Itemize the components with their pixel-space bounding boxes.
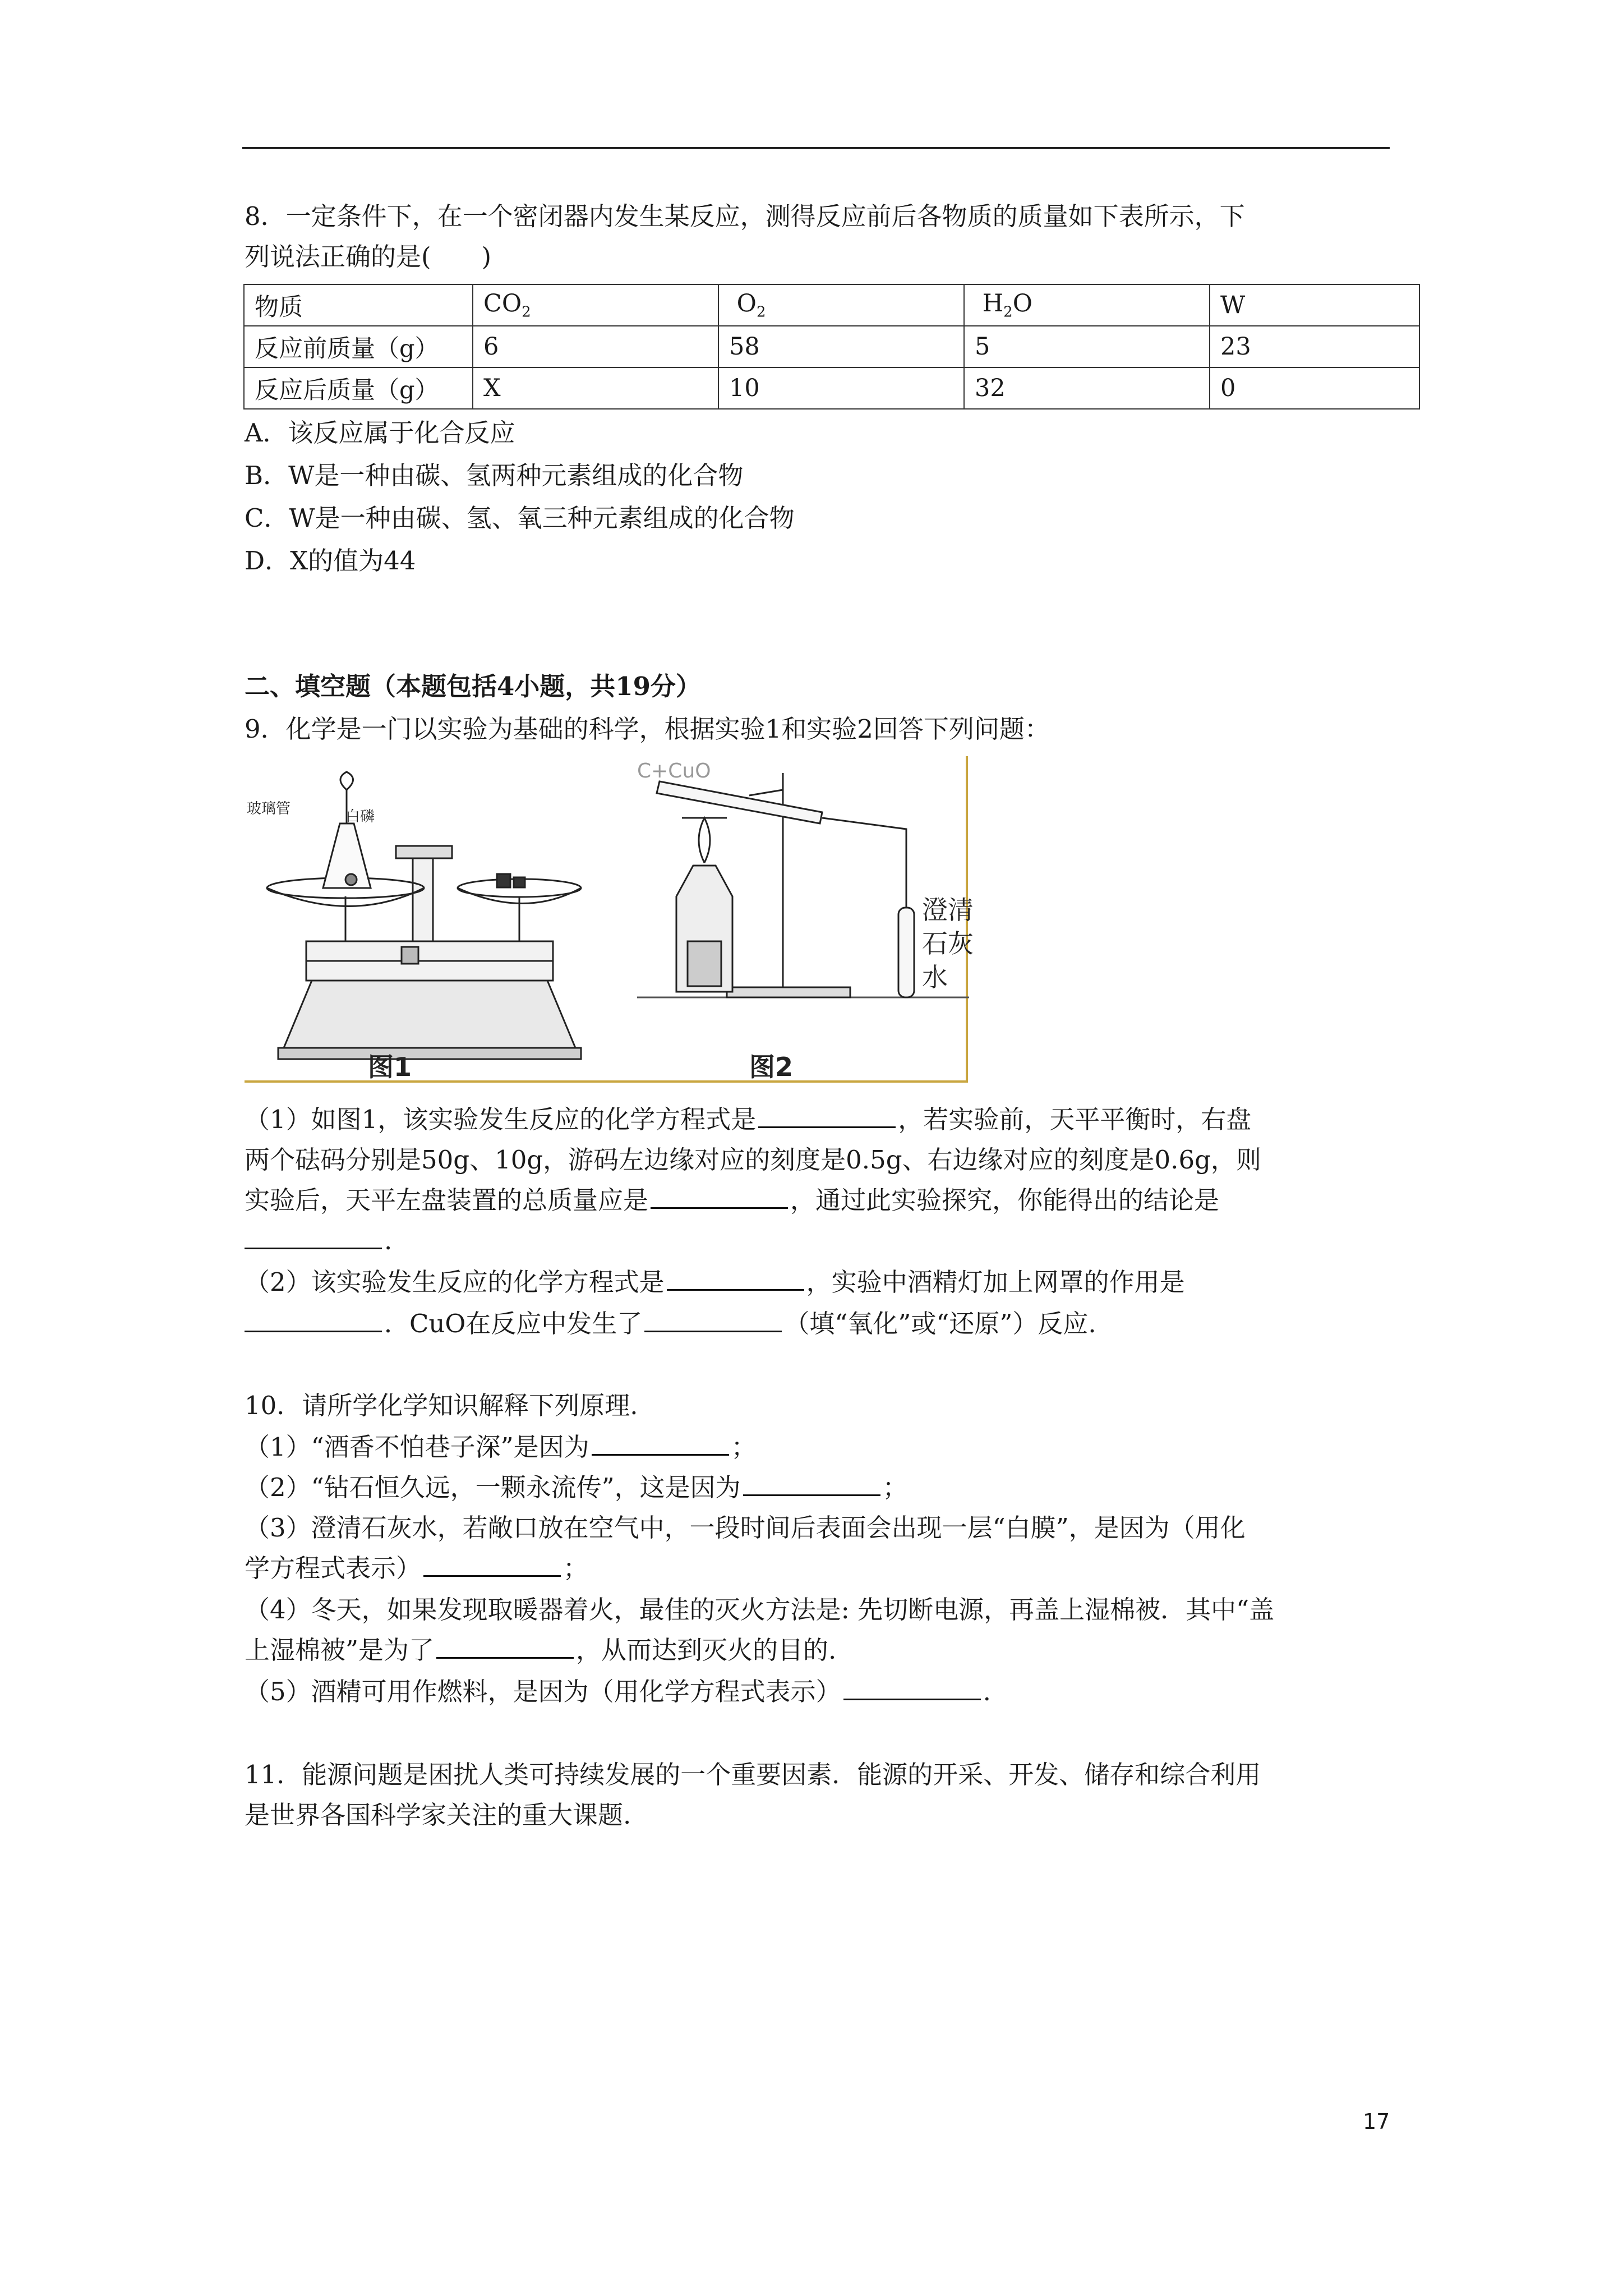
answer-blank[interactable] bbox=[423, 1553, 561, 1577]
table-cell: 6 bbox=[473, 326, 718, 367]
q8-mass-table bbox=[243, 284, 1420, 409]
q10-item-1: （1）“酒香不怕巷子深”是因为 ； bbox=[245, 1432, 757, 1462]
q8-option-c: C．W是一种由碳、氢、氧三种元素组成的化合物 bbox=[245, 503, 795, 533]
q8-stem-line1: 8．一定条件下，在一个密闭器内发生某反应，测得反应前后各物质的质量如下表所示，下 bbox=[245, 201, 1245, 231]
q8-stem-line2: 列说法正确的是( ) bbox=[245, 242, 492, 272]
q10-item-4-line1: （4）冬天，如果发现取暖器着火，最佳的灭火方法是: 先切断电源，再盖上湿棉被．其中“盖 bbox=[245, 1595, 1275, 1625]
table-row bbox=[244, 326, 1419, 367]
q9-p1-line2: 两个砝码分别是50g、10g，游码左边缘对应的刻度是0.5g、右边缘对应的刻度是0.6g，则 bbox=[245, 1145, 1261, 1175]
table-cell: 10 bbox=[718, 367, 964, 409]
section2-title: 二、填空题（本题包括4小题，共19分） bbox=[245, 671, 701, 701]
q8-option-b: B．W是一种由碳、氢两种元素组成的化合物 bbox=[245, 461, 744, 490]
q8-option-a: A．该反应属于化合反应 bbox=[245, 418, 515, 448]
q11-line2: 是世界各国科学家关注的重大课题. bbox=[245, 1800, 631, 1830]
q9-p2-line1: （2）该实验发生反应的化学方程式是 ，实验中酒精灯加上网罩的作用是 bbox=[245, 1267, 1185, 1297]
table-cell: 0 bbox=[1210, 367, 1419, 409]
table-cell: 反应前质量（g） bbox=[244, 326, 473, 367]
q9-p1-line1: （1）如图1，该实验发生反应的化学方程式是 ，若实验前，天平平衡时，右盘 bbox=[245, 1105, 1252, 1134]
q10-item-2: （2）“钻石恒久远，一颗永流传”，这是因为 ； bbox=[245, 1473, 908, 1502]
fig1-annot-tube: 玻璃管 bbox=[247, 800, 291, 817]
fig1-annot-phosphorus: 白磷 bbox=[345, 808, 375, 825]
header-rule bbox=[242, 147, 1390, 149]
answer-blank[interactable] bbox=[743, 1472, 880, 1496]
answer-blank[interactable] bbox=[651, 1185, 788, 1209]
q10-item-5: （5）酒精可用作燃料，是因为（用化学方程式表示） . bbox=[245, 1677, 991, 1706]
answer-blank[interactable] bbox=[245, 1225, 382, 1249]
answer-blank[interactable] bbox=[245, 1308, 382, 1332]
experiment-illustration bbox=[245, 756, 974, 1087]
table-row bbox=[244, 367, 1419, 409]
table-header-cell: $H_2O$ bbox=[964, 284, 1210, 326]
table-header-row bbox=[244, 284, 1419, 326]
q11-line1: 11．能源问题是困扰人类可持续发展的一个重要因素．能源的开采、开发、储存和综合利用 bbox=[245, 1760, 1261, 1789]
q9-p1-line3: 实验后，天平左盘装置的总质量应是 ，通过此实验探究，你能得出的结论是 bbox=[245, 1185, 1220, 1215]
table-header-cell: 物质 bbox=[244, 284, 473, 326]
q9-stem: 9．化学是一门以实验为基础的科学，根据实验1和实验2回答下列问题： bbox=[245, 714, 1050, 744]
answer-blank[interactable] bbox=[667, 1267, 804, 1291]
table-cell: 23 bbox=[1210, 326, 1419, 367]
fig2-liquid-annot-1: 澄清 bbox=[922, 895, 974, 925]
q10-stem: 10．请所学化学知识解释下列原理. bbox=[245, 1391, 638, 1420]
fig2-label: 图2 bbox=[749, 1052, 794, 1082]
table-cell: 58 bbox=[718, 326, 964, 367]
answer-blank[interactable] bbox=[843, 1676, 981, 1700]
fig2-reagent-annot: C+CuO bbox=[637, 760, 711, 783]
answer-blank[interactable] bbox=[592, 1432, 729, 1456]
table-header-cell: $O_2$ bbox=[718, 284, 964, 326]
q9-p1-line4: . bbox=[245, 1224, 392, 1258]
table-header-cell: $CO_2$ bbox=[473, 284, 718, 326]
q8-option-d: D．X的值为44 bbox=[245, 546, 416, 576]
fig1-label: 图1 bbox=[368, 1052, 412, 1082]
q10-item-3-line1: （3）澄清石灰水，若敞口放在空气中，一段时间后表面会出现一层“白膜”，是因为（用化 bbox=[245, 1513, 1246, 1543]
fig2-liquid-annot-2: 石灰 bbox=[922, 928, 974, 959]
answer-blank[interactable] bbox=[644, 1308, 782, 1332]
table-cell: 32 bbox=[964, 367, 1210, 409]
q9-experiment-figure bbox=[245, 756, 974, 1087]
fig2-liquid-annot-3: 水 bbox=[922, 962, 948, 992]
table-header-cell: W bbox=[1210, 284, 1419, 326]
q9-p2-line2: ．CuO在反应中发生了 （填“氧化”或“还原”）反应. bbox=[245, 1307, 1096, 1341]
heating-apparatus-drawing bbox=[657, 773, 914, 997]
table-cell: 5 bbox=[964, 326, 1210, 367]
page-number: 17 bbox=[1363, 2109, 1390, 2134]
q10-item-4-line2: 上湿棉被”是为了 ，从而达到灭火的目的. bbox=[245, 1635, 837, 1665]
q10-item-3-line2: 学方程式表示） ； bbox=[245, 1553, 589, 1583]
table-cell: X bbox=[473, 367, 718, 409]
answer-blank[interactable] bbox=[758, 1104, 896, 1128]
answer-blank[interactable] bbox=[436, 1635, 574, 1659]
balance-drawing bbox=[267, 772, 581, 1059]
table-cell: 反应后质量（g） bbox=[244, 367, 473, 409]
